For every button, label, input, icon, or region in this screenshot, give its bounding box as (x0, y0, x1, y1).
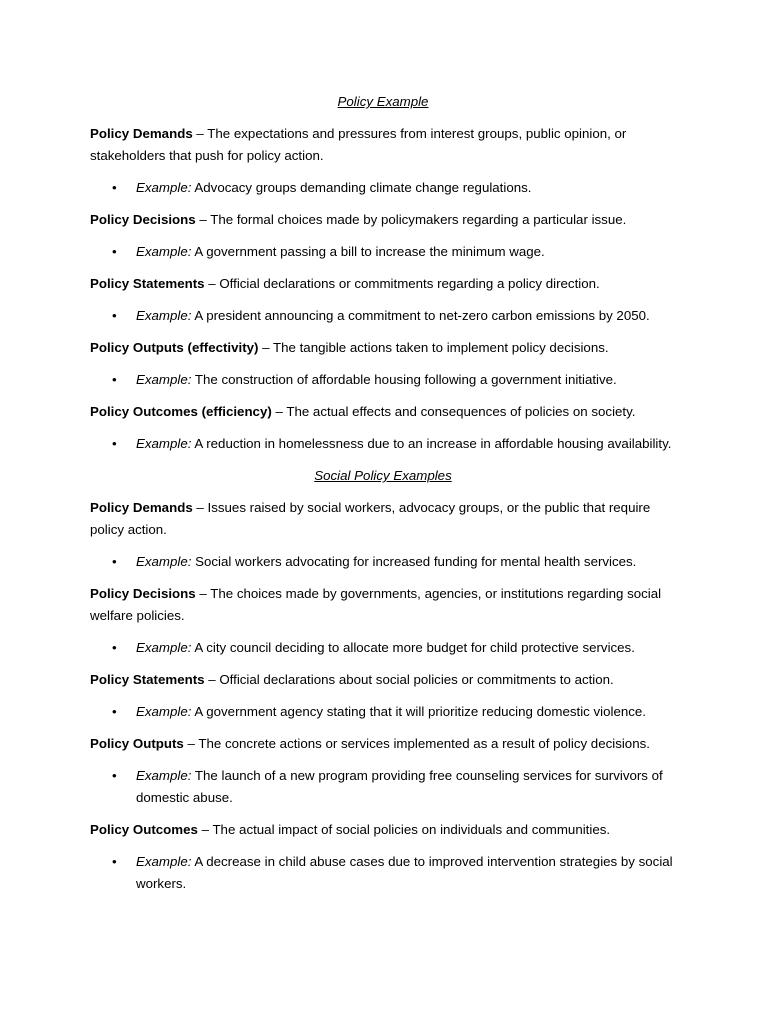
document-body (90, 91, 680, 905)
bullet-icon: • (112, 640, 117, 655)
bullet-icon: • (112, 244, 117, 259)
example-bullet (90, 637, 680, 659)
example-text: A president announcing a commitment to net-zero carbon emissions by 2050. (194, 308, 650, 323)
term-definition-text: The tangible actions taken to implement policy decisions. (273, 340, 609, 355)
term-separator: – (197, 822, 213, 837)
example-bullet (90, 851, 680, 895)
term-name: Policy Decisions (90, 586, 196, 601)
term-definition-text: Official declarations about social policies or commitments to action. (219, 672, 614, 687)
example-bullet (90, 241, 680, 263)
term-definition (90, 401, 680, 423)
term-separator: – (204, 672, 220, 687)
example-text: A reduction in homelessness due to an increase in affordable housing availability. (194, 436, 672, 451)
term-definition (90, 497, 680, 541)
term-separator: – (204, 276, 220, 291)
example-label: Example: (136, 244, 192, 259)
example-text: A city council deciding to allocate more budget for child protective services. (194, 640, 635, 655)
term-definition-text: The actual effects and consequences of policies on society. (286, 404, 636, 419)
term-definition (90, 669, 680, 691)
example-label: Example: (136, 704, 192, 719)
bullet-icon: • (112, 768, 117, 783)
term-name: Policy Demands (90, 500, 193, 515)
term-separator: – (192, 126, 208, 141)
example-label: Example: (136, 640, 192, 655)
example-text: A decrease in child abuse cases due to improved intervention strategies by social workers. (136, 854, 673, 891)
bullet-icon: • (112, 372, 117, 387)
example-label: Example: (136, 854, 192, 869)
term-name: Policy Demands (90, 126, 193, 141)
term-definition-text: The actual impact of social policies on individuals and communities. (212, 822, 611, 837)
term-definition-text: The formal choices made by policymakers regarding a particular issue. (210, 212, 627, 227)
example-text: Social workers advocating for increased funding for mental health services. (195, 554, 637, 569)
term-separator: – (271, 404, 287, 419)
bullet-icon: • (112, 436, 117, 451)
term-name: Policy Decisions (90, 212, 196, 227)
term-name: Policy Outputs (effectivity) (90, 340, 259, 355)
bullet-icon: • (112, 308, 117, 323)
bullet-icon: • (112, 180, 117, 195)
term-definition (90, 209, 680, 231)
term-separator: – (195, 212, 211, 227)
term-definition-text: Official declarations or commitments regarding a policy direction. (219, 276, 600, 291)
example-bullet (90, 701, 680, 723)
term-definition (90, 819, 680, 841)
term-separator: – (192, 500, 208, 515)
term-name: Policy Outcomes (efficiency) (90, 404, 272, 419)
example-bullet (90, 433, 680, 455)
term-name: Policy Statements (90, 276, 205, 291)
example-label: Example: (136, 308, 192, 323)
bullet-icon: • (112, 704, 117, 719)
term-separator: – (258, 340, 273, 355)
term-definition (90, 123, 680, 167)
example-label: Example: (136, 768, 192, 783)
term-name: Policy Outcomes (90, 822, 198, 837)
example-label: Example: (136, 372, 192, 387)
term-definition (90, 337, 680, 359)
term-definition (90, 273, 680, 295)
example-bullet (90, 369, 680, 391)
example-bullet (90, 305, 680, 327)
section-title: Policy Example (337, 94, 429, 109)
term-definition-text: The concrete actions or services implemented as a result of policy decisions. (198, 736, 650, 751)
term-definition-text: Issues raised by social workers, advocacy groups, or the public that require policy action. (90, 500, 651, 537)
term-definition (90, 583, 680, 627)
example-label: Example: (136, 554, 192, 569)
term-separator: – (183, 736, 199, 751)
term-definition-text: The choices made by governments, agencies, or institutions regarding social welfare policies. (90, 586, 662, 623)
bullet-icon: • (112, 854, 117, 869)
example-bullet (90, 765, 680, 809)
example-label: Example: (136, 436, 192, 451)
term-name: Policy Statements (90, 672, 205, 687)
term-name: Policy Outputs (90, 736, 184, 751)
example-text: Advocacy groups demanding climate change regulations. (194, 180, 532, 195)
example-text: The launch of a new program providing free counseling services for survivors of domestic abuse. (136, 768, 663, 805)
example-text: A government passing a bill to increase the minimum wage. (194, 244, 545, 259)
example-label: Example: (136, 180, 192, 195)
example-text: The construction of affordable housing following a government initiative. (194, 372, 617, 387)
example-bullet (90, 177, 680, 199)
example-text: A government agency stating that it will prioritize reducing domestic violence. (194, 704, 646, 719)
section-title: Social Policy Examples (314, 468, 452, 483)
example-bullet (90, 551, 680, 573)
term-separator: – (195, 586, 211, 601)
term-definition-text: The expectations and pressures from interest groups, public opinion, or stakeholders that push for policy action. (90, 126, 627, 163)
bullet-icon: • (112, 554, 117, 569)
term-definition (90, 733, 680, 755)
